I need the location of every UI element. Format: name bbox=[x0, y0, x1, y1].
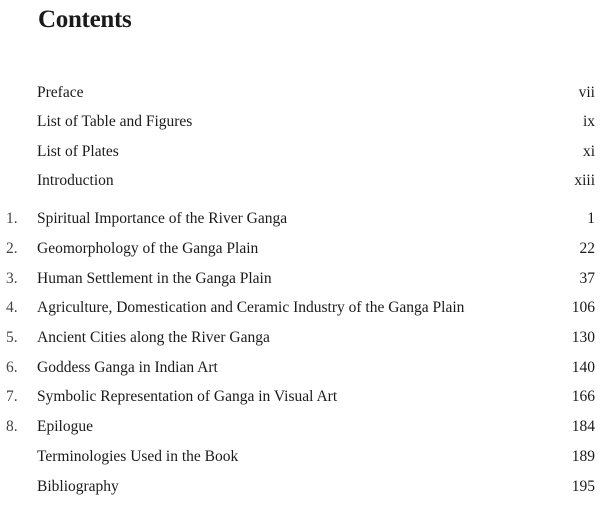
toc-entry-page: 22 bbox=[579, 240, 595, 257]
toc-entry-title: Ancient Cities along the River Ganga bbox=[37, 329, 270, 346]
chapter-number: 2. bbox=[6, 240, 18, 257]
toc-entry-title: Terminologies Used in the Book bbox=[37, 448, 239, 465]
toc-entry-title: Preface bbox=[37, 84, 84, 101]
chapter-number: 3. bbox=[6, 270, 18, 287]
toc-entry-page: vii bbox=[578, 84, 595, 101]
toc-entry-page: 1 bbox=[587, 210, 595, 227]
toc-entry-page: ix bbox=[582, 113, 595, 130]
chapter-number: 4. bbox=[6, 299, 18, 316]
toc-entry-page: 195 bbox=[571, 478, 595, 495]
toc-entry-title: Epilogue bbox=[37, 418, 93, 435]
toc-entry-title: Spiritual Importance of the River Ganga bbox=[37, 210, 288, 227]
toc-chapter-2[interactable] bbox=[0, 238, 600, 260]
toc-entry-page: xiii bbox=[574, 172, 595, 189]
toc-entry-introduction[interactable] bbox=[0, 170, 600, 192]
toc-entry-title: Bibliography bbox=[37, 478, 119, 495]
toc-entry-page: 166 bbox=[571, 388, 595, 405]
toc-entry-bibliography[interactable] bbox=[0, 476, 600, 498]
toc-entry-list-of-tables[interactable] bbox=[0, 111, 600, 133]
chapter-number: 5. bbox=[6, 329, 18, 346]
toc-chapter-1[interactable] bbox=[0, 208, 600, 230]
toc-entry-title: Introduction bbox=[37, 172, 114, 189]
toc-chapter-8[interactable] bbox=[0, 416, 600, 438]
toc-entry-title: Agriculture, Domestication and Ceramic Industry of the Ganga Plain bbox=[37, 299, 465, 316]
toc-chapter-6[interactable] bbox=[0, 357, 600, 379]
chapter-number: 8. bbox=[6, 418, 18, 435]
chapter-number: 6. bbox=[6, 359, 18, 376]
toc-entry-page: 140 bbox=[571, 359, 595, 376]
chapter-number: 1. bbox=[6, 210, 18, 227]
toc-entry-title: Human Settlement in the Ganga Plain bbox=[37, 270, 272, 287]
toc-entry-list-of-plates[interactable] bbox=[0, 141, 600, 163]
toc-chapter-7[interactable] bbox=[0, 386, 600, 408]
toc-chapter-5[interactable] bbox=[0, 327, 600, 349]
toc-entry-page: 106 bbox=[571, 299, 595, 316]
toc-entry-page: 184 bbox=[571, 418, 595, 435]
toc-entry-page: 37 bbox=[579, 270, 595, 287]
toc-chapter-3[interactable] bbox=[0, 268, 600, 290]
toc-entry-title: Symbolic Representation of Ganga in Visual Art bbox=[37, 388, 338, 405]
toc-chapter-4[interactable] bbox=[0, 297, 600, 319]
toc-entry-preface[interactable] bbox=[0, 82, 600, 104]
toc-entry-terminologies[interactable] bbox=[0, 446, 600, 468]
page-title: Contents bbox=[38, 6, 132, 33]
toc-entry-title: Goddess Ganga in Indian Art bbox=[37, 359, 218, 376]
toc-entry-title: List of Table and Figures bbox=[37, 113, 193, 130]
toc-entry-title: Geomorphology of the Ganga Plain bbox=[37, 240, 259, 257]
toc-entry-page: 130 bbox=[571, 329, 595, 346]
toc-entry-title: List of Plates bbox=[37, 143, 119, 160]
toc-entry-page: xi bbox=[582, 143, 595, 160]
toc-entry-page: 189 bbox=[571, 448, 595, 465]
chapter-number: 7. bbox=[6, 388, 18, 405]
